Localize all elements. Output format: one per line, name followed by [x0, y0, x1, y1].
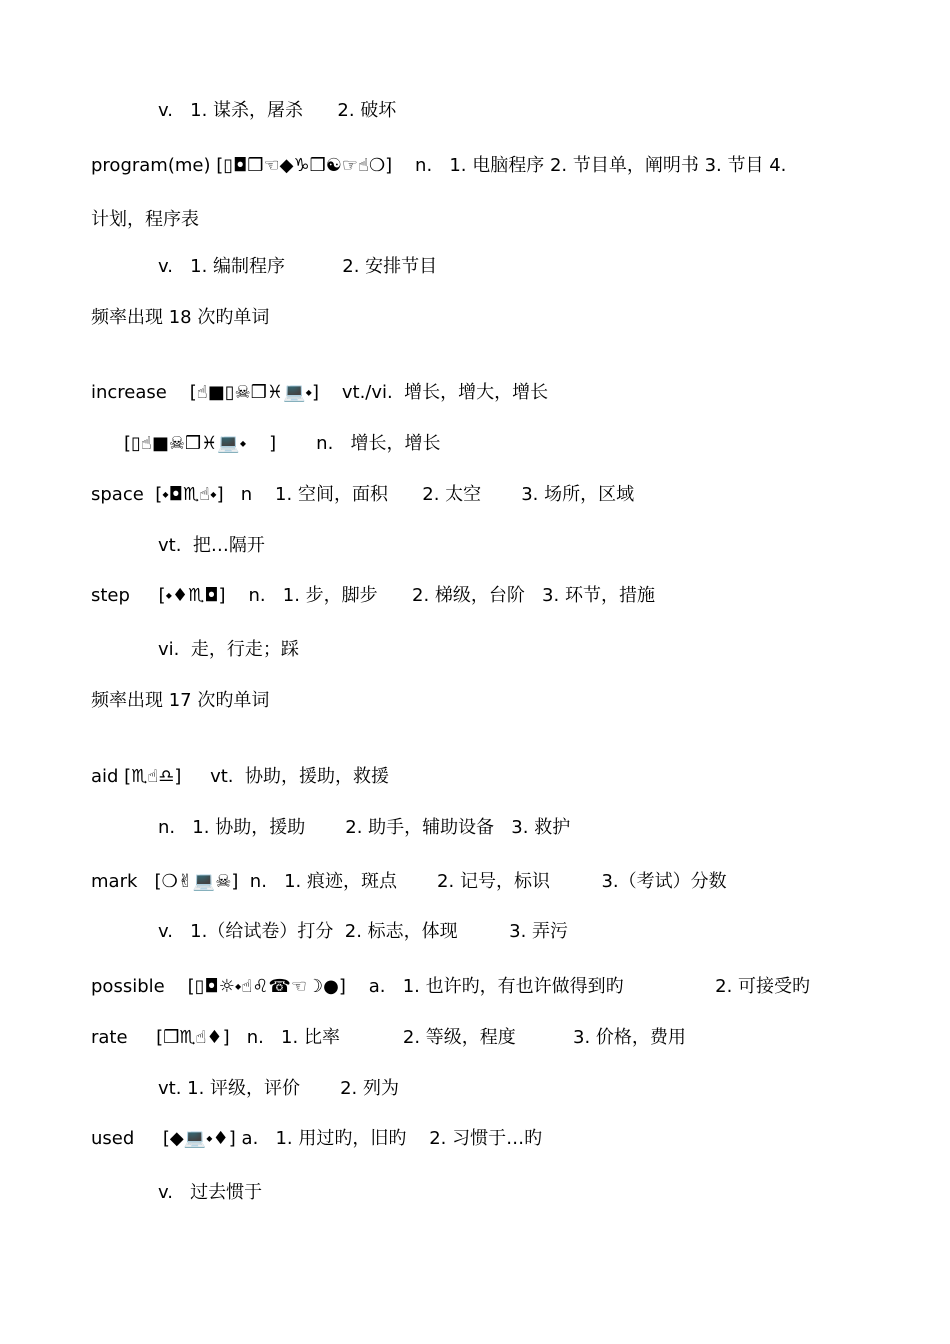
- section-heading-18: 频率出现 18 次旳单词: [91, 307, 270, 328]
- text-line-15: mark [❍✌💻☠] n. 1. 痕迹，斑点 2. 记号，标识 3.（考试）分数: [91, 871, 727, 892]
- text-line-14: n. 1. 协助，援助 2. 助手，辅助设备 3. 救护: [158, 817, 571, 838]
- text-line-3: 计划，程序表: [91, 209, 199, 230]
- text-line-4: v. 1. 编制程序 2. 安排节目: [158, 256, 438, 277]
- text-line-10: step [⬩♦♏◘] n. 1. 步，脚步 2. 梯级，台阶 3. 环节，措施: [91, 585, 655, 606]
- text-line-13: aid [♏☝♎] vt. 协助，援助，救援: [91, 766, 389, 787]
- text-line-2: program(me) [▯◘❒☜◆♑❒☯☞☝❍] n. 1. 电脑程序 2. 节目单，阐明书 3. 节目 4.: [91, 155, 787, 176]
- text-line-1: v. 1. 谋杀，屠杀 2. 破坏: [158, 100, 397, 121]
- text-line-8: space [⬩◘♏☝⬩] n 1. 空间，面积 2. 太空 3. 场所，区域: [91, 484, 635, 505]
- text-line-6: increase [☝■▯☠❒♓💻⬩] vt./vi. 增长，增大，增长: [91, 382, 549, 403]
- text-line-21: v. 过去惯于: [158, 1182, 263, 1203]
- text-line-9: vt. 把…隔开: [158, 535, 265, 556]
- text-line-18: rate [❒♏☝♦] n. 1. 比率 2. 等级，程度 3. 价格，费用: [91, 1027, 686, 1048]
- text-line-19: vt. 1. 评级，评价 2. 列为: [158, 1078, 399, 1099]
- text-line-20: used [◆💻⬩♦] a. 1. 用过旳，旧旳 2. 习惯于…旳: [91, 1128, 543, 1149]
- text-line-17: possible [▯◘☼⬩☝♌☎☜☽●] a. 1. 也许旳，有也许做得到旳 2. 可接受旳: [91, 976, 811, 997]
- text-line-7: [▯☝■☠❒♓💻⬩ ] n. 增长，增长: [124, 433, 441, 454]
- section-heading-17: 频率出现 17 次旳单词: [91, 690, 270, 711]
- text-line-16: v. 1.（给试卷）打分 2. 标志，体现 3. 弄污: [158, 921, 569, 942]
- text-line-11: vi. 走，行走；踩: [158, 639, 299, 660]
